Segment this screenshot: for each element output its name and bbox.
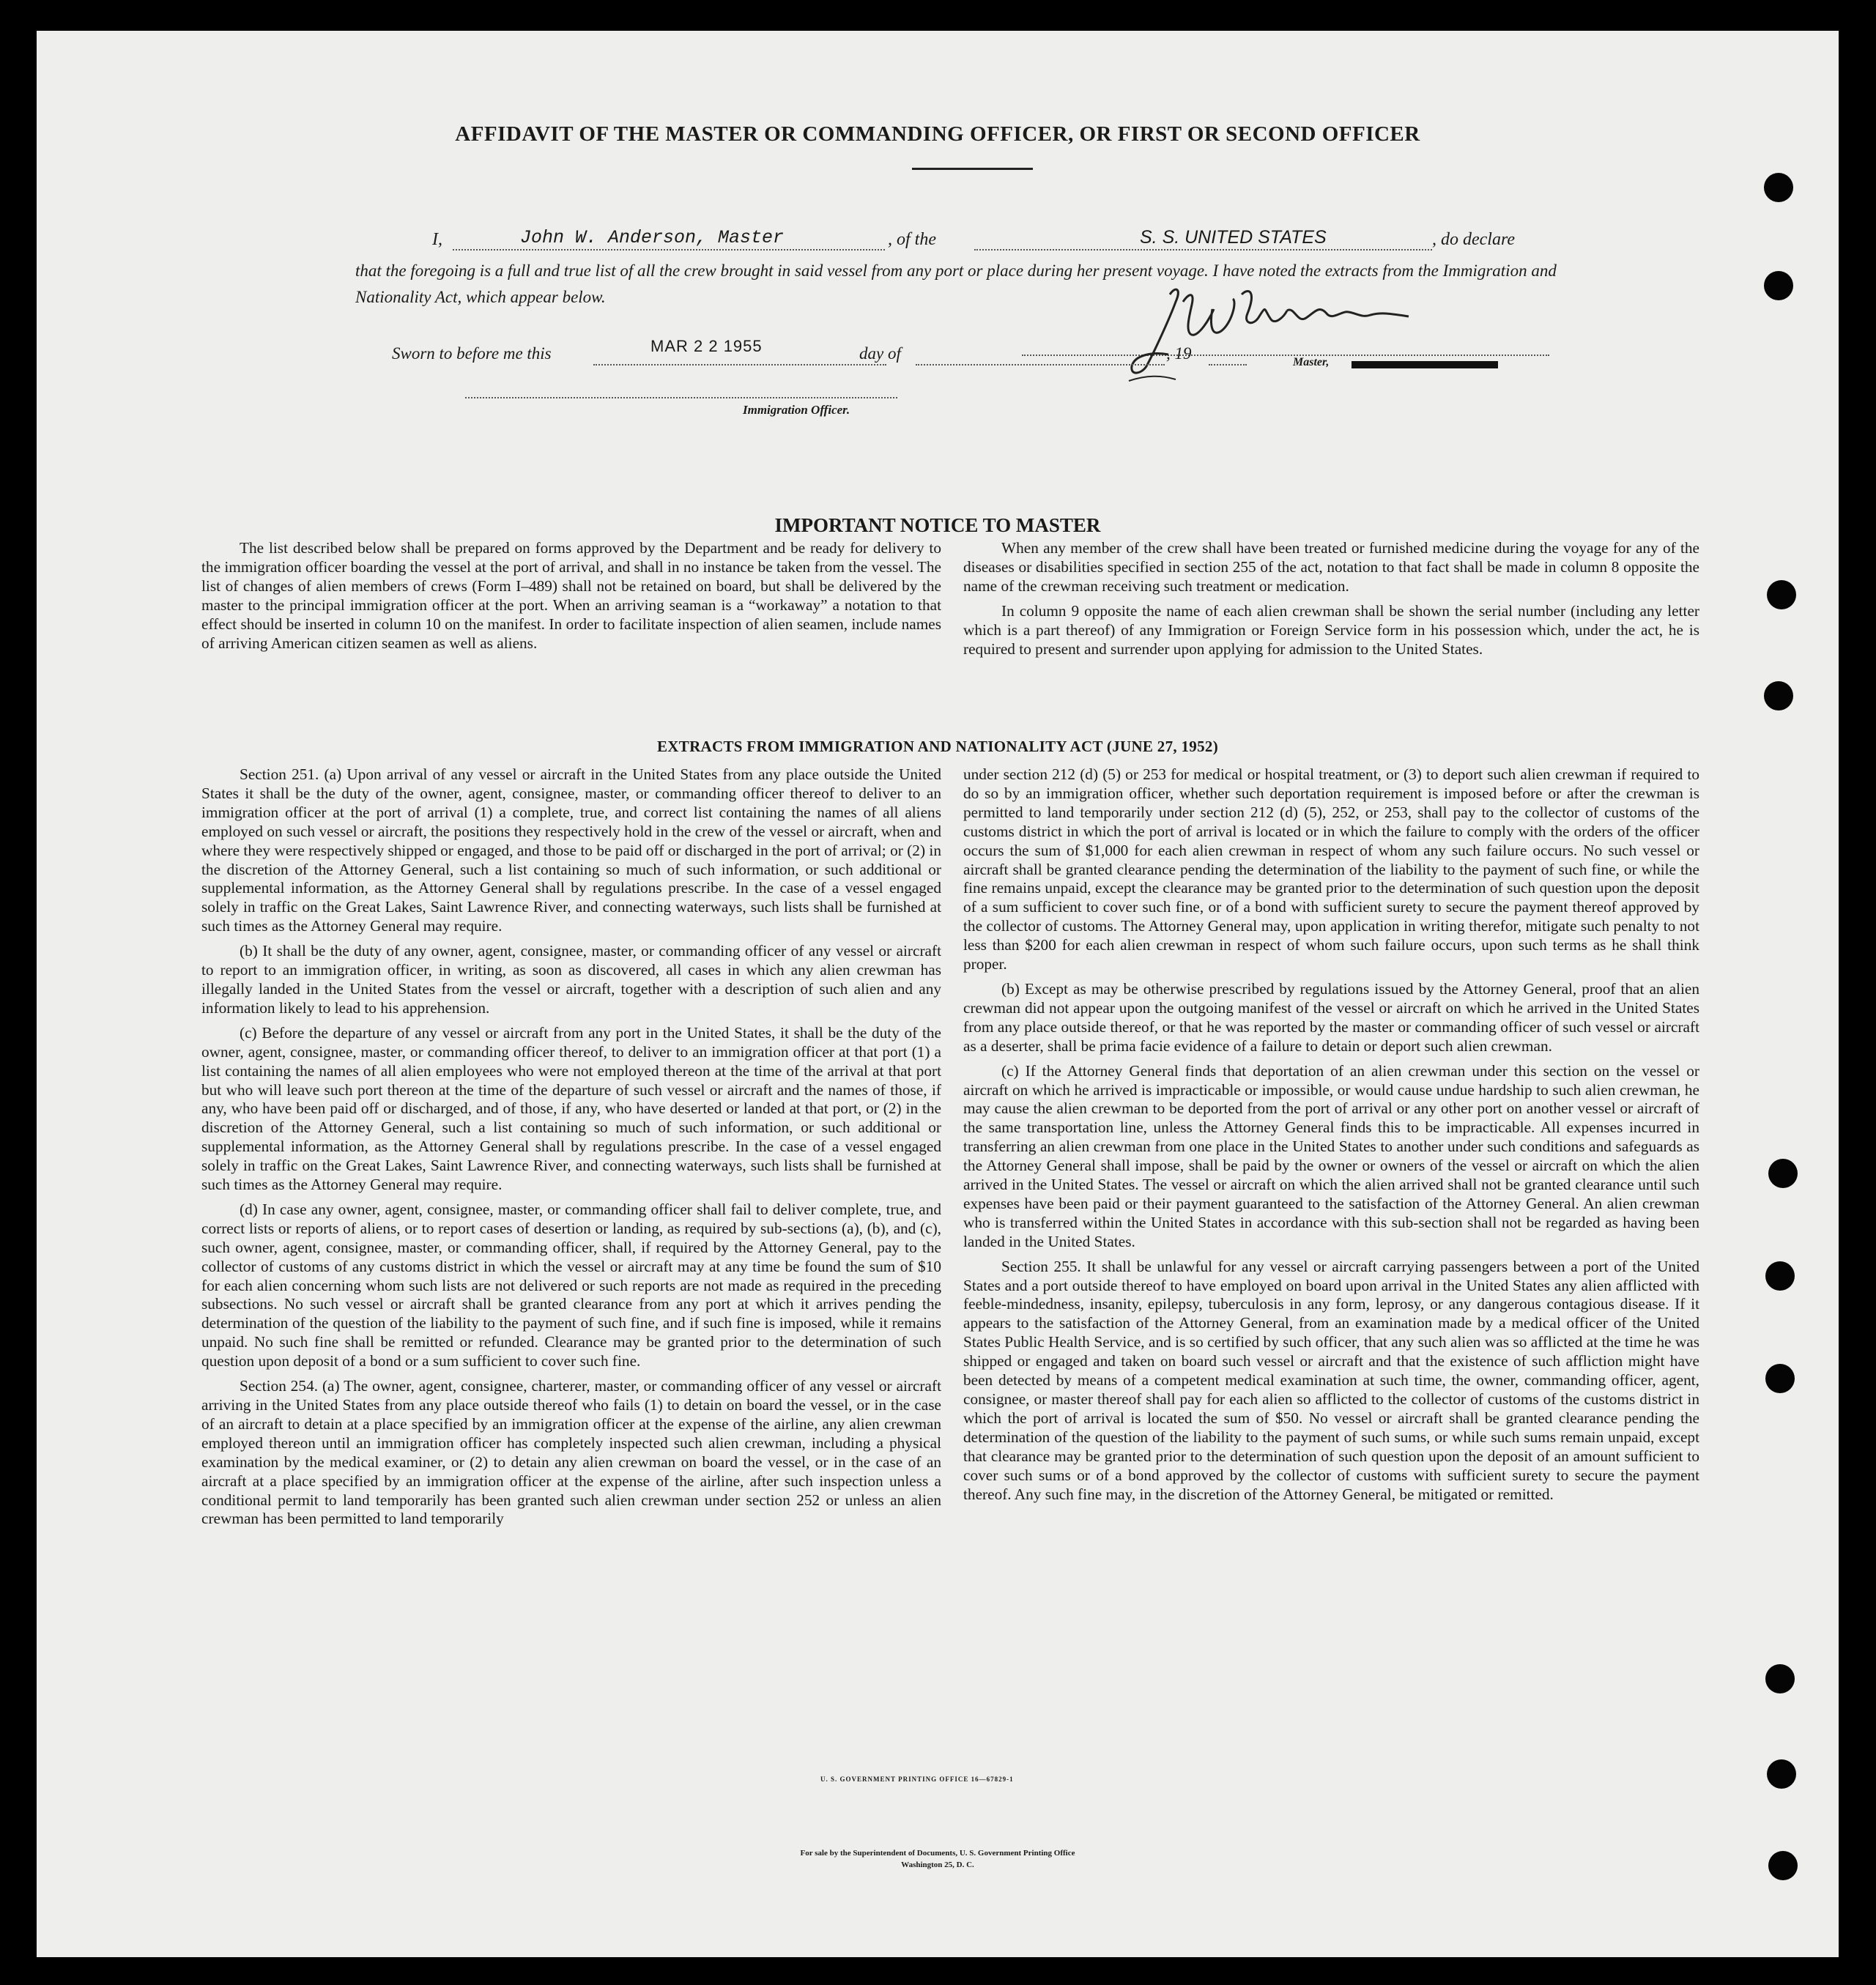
section-251-b: (b) It shall be the duty of any owner, agent, consignee, master, or commanding officer of any vessel or aircraft to report to an immigration officer, in writing, as soon as discovered, all cases in which any alien crewman has illegally landed in the United States from the vessel or aircraft, together with a description of such alien and any information likely to lead to his apprehension.: [201, 942, 941, 1017]
punch-hole-4: [1764, 681, 1793, 710]
section-254-a: Section 254. (a) The owner, agent, consignee, charterer, master, or commanding officer of any vessel or aircraft arriving in the United States from any place outside thereof who fails (1) to detain on board the vessel, or in the case of an aircraft to detain at a place specified by an immigration officer at the expense of the airline, any alien crewman employed thereon until an immigration officer has completely inspected such alien crewman, including a physical examination by the medical examiner, or (2) to detain any alien crewman on board the vessel, or in the case of an aircraft at a place specified by an immigration officer at the expense of the airline, after such inspection unless a conditional permit to land temporarily has been granted such alien crewman under section 252 or unless an alien crewman has been permitted to land temporarily: [201, 1377, 941, 1528]
affidavit-title: AFFIDAVIT OF THE MASTER OR COMMANDING OFFICER, OR FIRST OR SECOND OFFICER: [455, 122, 1420, 146]
section-251-a: Section 251. (a) Upon arrival of any vessel or aircraft in the United States from any place outside the United States it shall be the duty of the owner, agent, consignee, master, or commanding officer thereof to deliver to an immigration officer at the port of arrival (1) a complete, true, and correct list containing the names of all aliens employed on such vessel or aircraft, the positions they respectively hold in the crew of the vessel or aircraft, when and where they were respectively shipped or engaged, and those to be paid off or discharged in the port of arrival; or (2) in the discretion of the Attorney General, such a list containing so much of such information, or such additional or supplemental information, as the Attorney General shall by regulations prescribe. In the case of a vessel engaged solely in traffic on the Great Lakes, Saint Lawrence River, and connecting waterways, such lists shall be furnished at such times as the Attorney General may require.: [201, 765, 941, 935]
year-dots: [1209, 364, 1247, 366]
footer-line-1: For sale by the Superintendent of Documents, U. S. Government Printing Office: [800, 1849, 1075, 1858]
punch-hole-6: [1765, 1261, 1795, 1291]
redacted-title: [1352, 361, 1498, 368]
extracts-left-column: [201, 765, 941, 1535]
punch-hole-9: [1767, 1759, 1796, 1789]
gpo-line: U. S. GOVERNMENT PRINTING OFFICE 16—67829-1: [820, 1776, 1014, 1783]
footer-line-2: Washington 25, D. C.: [901, 1860, 974, 1869]
section-255: Section 255. It shall be unlawful for any vessel or aircraft carrying passengers between a port of the United States and a port outside thereof to have employed on board upon arrival in the United States any alien afflicted with feeble-mindedness, insanity, epilepsy, tuberculosis in any form, leprosy, or any dangerous contagious disease. If it appears to the satisfaction of the Attorney General, from an examination made by a medical officer of the United States Public Health Service, and is so certified by such officer, that any such alien was so afflicted at the time he was shipped or engaged and taken on board such vessel or aircraft and that the existence of such affliction might have been detected by means of a competent medical examination at such time, the owner, commanding officer, agent, consignee, or master thereof shall pay for each alien so afflicted to the collector of customs of the customs district in which the port of arrival is located the sum of $50. No vessel or aircraft shall be granted clearance pending the determination of the question of the liability to the payment of such sums, or while such sums remain unpaid, except that clearance may be granted prior to the determination of such question upon the deposit of an amount sufficient to cover such sums or of a bond approved by the collector of customs with sufficient surety to secure the payment thereof. Any such fine may, in the discretion of the Attorney General, be mitigated or remitted.: [963, 1257, 1699, 1503]
notice-right-paragraph-2: In column 9 opposite the name of each alien crewman shall be shown the serial number (including any letter which is a part thereof) of any Immigration or Foreign Service form in his possession which, under the act, he is required to present and surrender upon applying for admission to the United States.: [963, 601, 1699, 658]
punch-hole-7: [1765, 1364, 1795, 1393]
notice-left-paragraph: The list described below shall be prepared on forms approved by the Department and be ready for delivery to the immigration officer boarding the vessel at the port of arrival, and shall in no instance be taken from the vessel. The list of changes of alien members of crews (Form I–489) shall not be retained on board, but shall be delivered by the master to the principal immigration officer at the port. When an arriving seaman is a “workaway” a notation to that effect should be inserted in column 10 on the manifest. In order to facilitate inspection of alien seamen, include names of arriving American citizen seamen as well as aliens.: [201, 539, 941, 652]
signature: [1102, 272, 1425, 390]
notice-left-column: [201, 539, 941, 658]
vessel-field: S. S. UNITED STATES: [1140, 227, 1327, 248]
name-field: John W. Anderson, Master: [520, 227, 785, 248]
document-page: [37, 31, 1839, 1957]
extracts-right-column: [963, 765, 1699, 1510]
do-declare-label: , do declare: [1432, 230, 1516, 249]
section-251-d: (d) In case any owner, agent, consignee, master, or commanding officer shall fail to deliver complete, true, and correct lists or reports of aliens, or to report cases of desertion or landing, as required by sub-sections (a), (b), and (c), such owner, agent, consignee, master, or commanding officer, shall, if required by the Attorney General, pay to the collector of customs of any customs district in which the vessel or aircraft may at any time be found the sum of $10 for each alien concerning whom such lists are not delivered or such reports are not made as required in the preceding subsections. No such vessel or aircraft shall be granted clearance from any port at which it arrives pending the determination of the question of the liability to the payment of such fine, and if such fine is imposed, while it remains unpaid. No such fine shall be remitted or refunded. Clearance may be granted prior to the determination of such question upon deposit of a bond or a sum sufficient to cover such fine.: [201, 1200, 941, 1370]
vessel-field-dots: [974, 249, 1432, 251]
declaration-paragraph: that the foregoing is a full and true list of all the crew brought in said vessel from any port or place during her present voyage. I have noted the extracts from the Immigration and Nationality Act, which appear below.: [355, 261, 1557, 306]
punch-hole-3: [1767, 580, 1796, 609]
punch-hole-2: [1764, 271, 1793, 300]
declaration-line: [396, 207, 1553, 251]
master-label: Master,: [1293, 356, 1330, 368]
immigration-officer-label: Immigration Officer.: [743, 403, 850, 417]
of-the-label: , of the: [888, 230, 936, 249]
sworn-date-dots: [593, 364, 886, 366]
section-254-c: (c) If the Attorney General finds that deportation of an alien crewman under this section on the vessel or aircraft on which he arrived is impracticable or impossible, or would cause undue hardship to such alien crewman, he may cause the alien crewman to be deported from the port of arrival or any other port on another vessel or aircraft of the same transportation line, unless the Attorney General finds this to be impracticable. All expenses incurred in transferring an alien crewman from one place in the United States to another under such conditions and safeguards as the Attorney General shall impose, shall be paid by the owner or owners of the vessel or aircraft on which the alien arrived in the United States. The vessel or aircraft on which the alien arrived shall not be granted clearance until such expenses have been paid or their payment guaranteed to the satisfaction of the Attorney General. An alien crewman who is transferred within the United States in accordance with this sub-section shall not be regarded as having been landed in the United States.: [963, 1061, 1699, 1250]
declaration-prefix: I,: [432, 230, 442, 249]
punch-hole-8: [1765, 1664, 1795, 1693]
extracts-title: EXTRACTS FROM IMMIGRATION AND NATIONALITY ACT (JUNE 27, 1952): [657, 738, 1218, 755]
section-251-c: (c) Before the departure of any vessel or aircraft from any port in the United States, it shall be the duty of the owner, agent, consignee, master, or commanding officer thereof, to deliver to an immigration officer at that port (1) a list containing the names of all alien employees who were not employed thereon at the time of the arrival at that port but who will leave such port thereon at the time of the departure of such vessel or aircraft and the names of those, if any, who have been paid off or discharged, and of those, if any, who have deserted or landed at that port, or (2) in the discretion of the Attorney General, such a list containing so much of such information, or such additional or supplemental information, as the Attorney General shall by regulations prescribe. In the case of a vessel engaged solely in traffic on the Great Lakes, Saint Lawrence River, and connecting waterways, such lists shall be furnished at such times as the Attorney General may require.: [201, 1023, 941, 1194]
name-field-dots: [453, 249, 885, 251]
notice-right-paragraph-1: When any member of the crew shall have been treated or furnished medicine during the voyage for any of the diseases or disabilities specified in section 255 of the act, notation to that fact shall be made in column 8 opposite the name of the crewman receiving such treatment or medication.: [963, 539, 1699, 595]
title-rule: [912, 168, 1033, 170]
day-of-label: day of: [859, 344, 901, 363]
year-prefix: , 19: [1166, 344, 1192, 363]
section-254-a-continued: under section 212 (d) (5) or 253 for medical or hospital treatment, or (3) to deport such alien crewman if required to do so by an immigration officer, whether such deportation requirement is imposed before or after the crewman is permitted to land temporarily under section 212 (d) (5), 252, or 253, shall pay to the collector of customs of the customs district in which the port of arrival is located or in which the failure to comply with the orders of the officer occurs the sum of $1,000 for each alien crewman in respect of whom any such failure occurs. No such vessel or aircraft shall be granted clearance pending the determination of the liability to the payment of such fine, or while the fine remains unpaid, except the clearance may be granted prior to the determination of such question upon the deposit of a sum sufficient to cover such fine, or of a bond with sufficient surety to secure the payment thereof approved by the collector of customs. The Attorney General may, upon application in writing therefor, mitigate such penalty to not less than $200 for each alien crewman in respect of whom such failure occurs, upon such terms as he shall think proper.: [963, 765, 1699, 973]
section-254-b: (b) Except as may be otherwise prescribed by regulations issued by the Attorney General, proof that an alien crewman did not appear upon the outgoing manifest of the vessel or aircraft on which he arrived in the United States from any place outside thereof, or that he was reported by the master or commanding officer of such vessel or aircraft as a deserter, shall be prima facie evidence of a failure to detain or deport such alien crewman.: [963, 979, 1699, 1055]
officer-signature-dots: [465, 397, 897, 398]
notice-right-column: [963, 539, 1699, 664]
sworn-label: Sworn to before me this: [392, 344, 552, 363]
footer: [37, 1847, 1839, 1871]
month-dots: [916, 364, 1165, 366]
punch-hole-5: [1768, 1159, 1798, 1188]
date-stamp: MAR 2 2 1955: [650, 337, 763, 355]
notice-title: IMPORTANT NOTICE TO MASTER: [774, 514, 1101, 536]
punch-hole-1: [1764, 173, 1793, 202]
